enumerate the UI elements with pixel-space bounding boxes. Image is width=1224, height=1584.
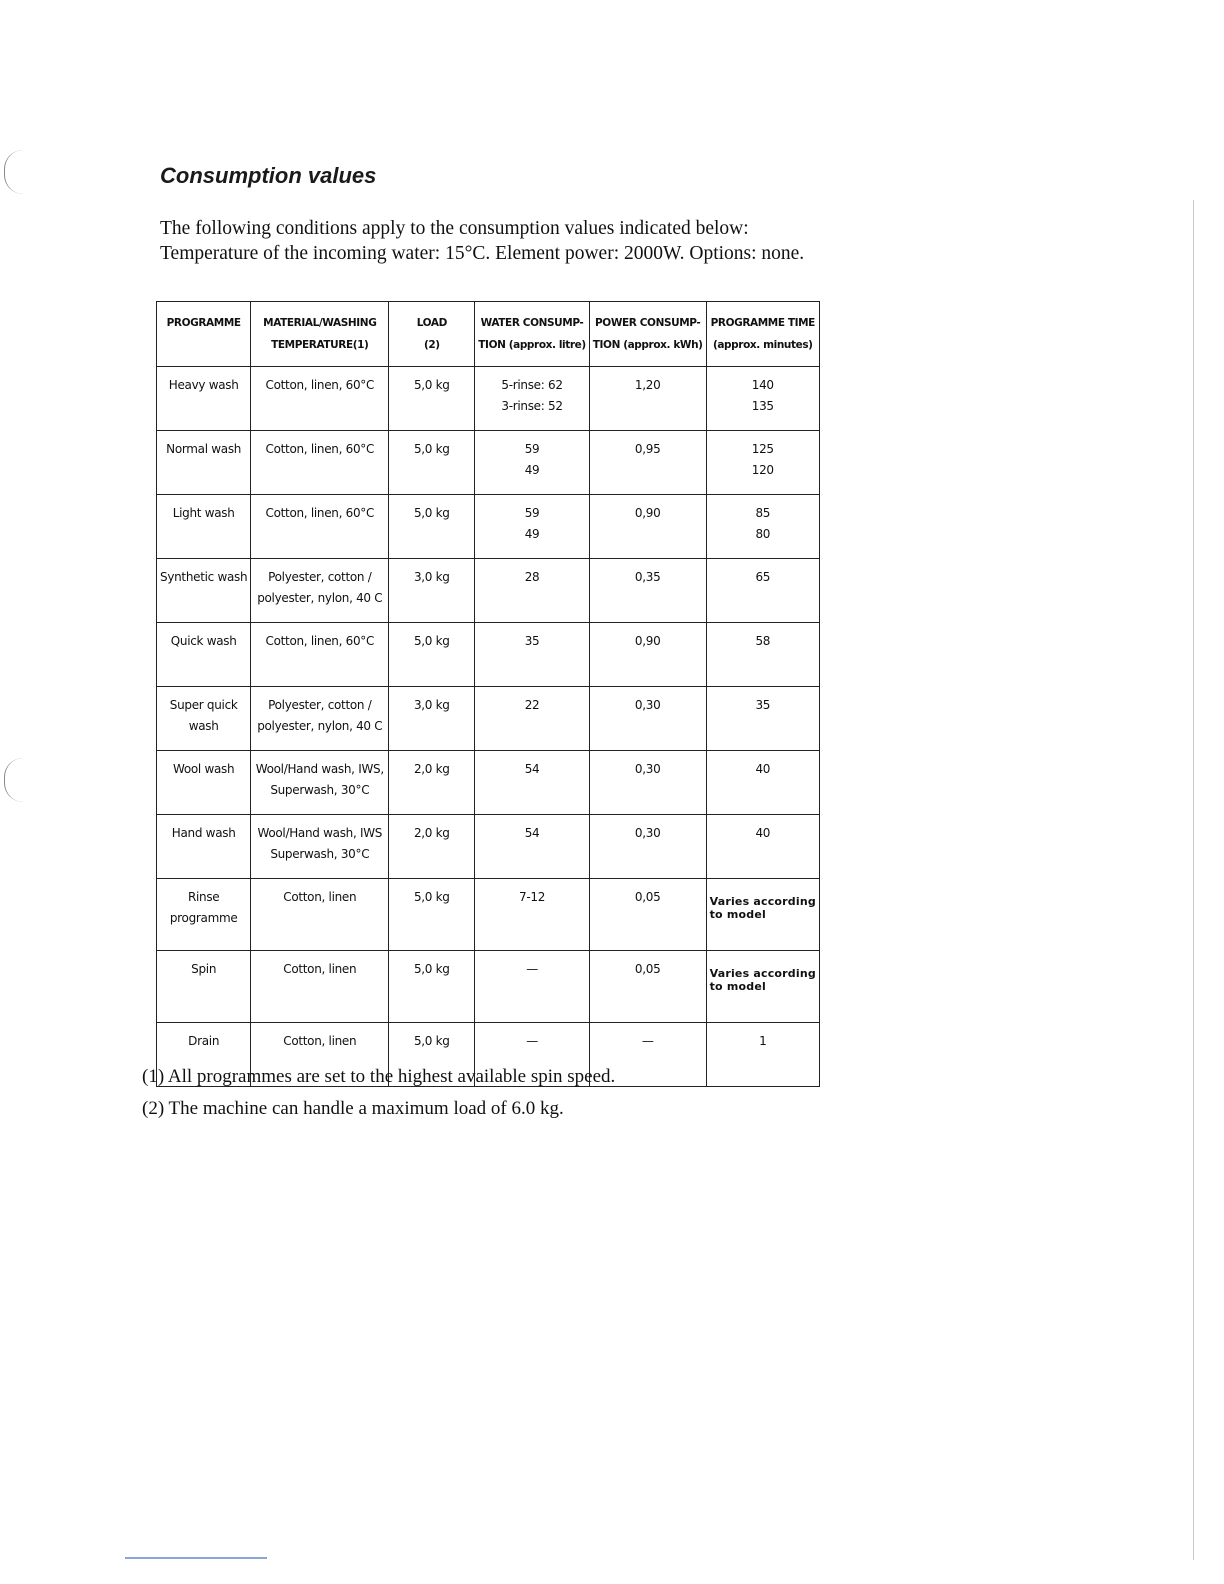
cell-text: 35 <box>524 634 540 648</box>
cell-load <box>389 495 475 559</box>
cell-text: 3,0 kg <box>413 570 450 584</box>
cell-text: 59 <box>524 442 540 456</box>
table-row <box>157 559 820 623</box>
header-text: PROGRAMME TIME <box>710 317 815 329</box>
cell-text: 54 <box>524 826 540 840</box>
cell-material-temperature <box>251 751 389 815</box>
cell-text: 5,0 kg <box>413 1034 450 1048</box>
cell-text: 5-rinse: 62 <box>501 378 563 392</box>
header-text: LOAD <box>416 317 447 329</box>
cell-text: 22 <box>524 698 540 712</box>
header-text: PROGRAMME <box>166 317 241 329</box>
cell-power-consumption <box>589 623 706 687</box>
cell-text: Drain <box>188 1034 220 1048</box>
cell-programme-time <box>706 687 819 751</box>
cell-text: 0,90 <box>634 506 661 520</box>
cell-programme-time <box>706 367 819 431</box>
cell-text: 0,05 <box>634 890 661 904</box>
header-text: TION (approx. litre) <box>478 339 586 351</box>
cell-text: 5,0 kg <box>413 442 450 456</box>
cell-text: polyester, nylon, 40 C <box>257 591 383 605</box>
cell-water-consumption <box>475 559 589 623</box>
table-row <box>157 623 820 687</box>
cell-text: 135 <box>751 399 774 413</box>
cell-water-consumption <box>475 815 589 879</box>
cell-text: Cotton, linen <box>283 890 357 904</box>
cell-text: 0,30 <box>634 826 661 840</box>
header-load <box>389 302 475 367</box>
header-text: TEMPERATURE(1) <box>271 339 369 351</box>
cell-load <box>389 815 475 879</box>
cell-text: 35 <box>755 698 771 712</box>
cell-text: to model <box>709 980 766 993</box>
cell-text: 5,0 kg <box>413 378 450 392</box>
header-power-consumption <box>589 302 706 367</box>
cell-text: 0,90 <box>634 634 661 648</box>
cell-material-temperature <box>251 951 389 1023</box>
cell-water-consumption <box>475 751 589 815</box>
cell-text: Cotton, linen, 60°C <box>265 634 375 648</box>
cell-text: 5,0 kg <box>413 634 450 648</box>
cell-text: — <box>526 1034 538 1048</box>
cell-text: Polyester, cotton / <box>268 570 372 584</box>
cell-text: 65 <box>755 570 771 584</box>
header-text: WATER CONSUMP- <box>480 317 584 329</box>
cell-programme <box>157 623 251 687</box>
cell-water-consumption <box>475 623 589 687</box>
cell-water-consumption <box>475 431 589 495</box>
cell-text: — <box>641 1034 654 1048</box>
cell-power-consumption <box>589 687 706 751</box>
cell-text: 5,0 kg <box>413 890 450 904</box>
cell-text: Varies according <box>709 967 816 980</box>
cell-programme <box>157 559 251 623</box>
cell-text: wash <box>188 719 219 733</box>
cell-text: Wool/Hand wash, IWS <box>257 826 383 840</box>
cell-text: Varies according <box>709 895 816 908</box>
header-text: MATERIAL/WASHING <box>263 317 377 329</box>
page-title: Consumption values <box>160 163 377 188</box>
cell-text: Wool wash <box>172 762 235 776</box>
cell-text: Polyester, cotton / <box>268 698 372 712</box>
cell-power-consumption <box>589 951 706 1023</box>
header-text: (2) <box>423 339 440 351</box>
cell-load <box>389 367 475 431</box>
cell-text: programme <box>169 911 238 925</box>
cell-load <box>389 751 475 815</box>
cell-material-temperature <box>251 879 389 951</box>
cell-text: Wool/Hand wash, IWS, <box>255 762 384 776</box>
cell-text: 140 <box>751 378 774 392</box>
footnote-max-load: (2) The machine can handle a maximum load of 6.0 kg. <box>142 1098 564 1119</box>
cell-material-temperature <box>251 815 389 879</box>
cell-text: 5,0 kg <box>413 506 450 520</box>
table-row <box>157 879 820 951</box>
cell-text: 0,05 <box>634 962 661 976</box>
cell-text: Cotton, linen, 60°C <box>265 442 375 456</box>
header-text: TION (approx. kWh) <box>592 339 703 351</box>
cell-load <box>389 431 475 495</box>
table-row <box>157 367 820 431</box>
cell-text: 1 <box>759 1034 767 1048</box>
cell-text: Light wash <box>172 506 235 520</box>
cell-power-consumption <box>589 751 706 815</box>
cell-text: Hand wash <box>171 826 236 840</box>
footnotes <box>142 1064 615 1128</box>
cell-text: 40 <box>755 826 771 840</box>
cell-material-temperature <box>251 367 389 431</box>
table-body <box>157 367 820 1087</box>
cell-programme <box>157 815 251 879</box>
cell-programme-time <box>706 951 819 1023</box>
cell-text: Cotton, linen, 60°C <box>265 378 375 392</box>
cell-material-temperature <box>251 623 389 687</box>
cell-text: Cotton, linen <box>283 1034 357 1048</box>
cell-load <box>389 559 475 623</box>
cell-material-temperature <box>251 431 389 495</box>
cell-power-consumption <box>589 815 706 879</box>
cell-power-consumption <box>589 559 706 623</box>
cell-power-consumption <box>589 879 706 951</box>
scan-edge-line <box>1193 200 1194 1560</box>
cell-load <box>389 879 475 951</box>
cell-text: 80 <box>755 527 771 541</box>
cell-water-consumption <box>475 879 589 951</box>
cell-programme <box>157 951 251 1023</box>
cell-text: 3-rinse: 52 <box>501 399 563 413</box>
cell-text: 1,20 <box>634 378 661 392</box>
header-row <box>157 302 820 367</box>
cell-text: 7-12 <box>519 890 546 904</box>
cell-text: Spin <box>191 962 217 976</box>
cell-text: 49 <box>524 463 540 477</box>
cell-text: 2,0 kg <box>413 826 450 840</box>
intro-line-temperature: Temperature of the incoming water: 15°C. Element power: 2000W. Options: none. <box>160 243 805 264</box>
cell-text: 5,0 kg <box>413 962 450 976</box>
cell-text: 58 <box>755 634 771 648</box>
scan-artifact-bracket-top <box>4 150 23 194</box>
cell-text: Superwash, 30°C <box>270 847 370 861</box>
table-row <box>157 751 820 815</box>
cell-text: Normal wash <box>166 442 242 456</box>
table-row <box>157 495 820 559</box>
cell-text: — <box>526 962 538 976</box>
table-row <box>157 431 820 495</box>
cell-text: Rinse <box>187 890 220 904</box>
table-row <box>157 951 820 1023</box>
cell-programme <box>157 751 251 815</box>
intro-text <box>160 216 860 266</box>
cell-load <box>389 623 475 687</box>
cell-programme <box>157 879 251 951</box>
cell-text: 0,30 <box>634 762 661 776</box>
cell-programme-time <box>706 431 819 495</box>
header-programme-time <box>706 302 819 367</box>
cell-material-temperature <box>251 559 389 623</box>
cell-text: Heavy wash <box>168 378 239 392</box>
cell-load <box>389 951 475 1023</box>
cell-text: 120 <box>751 463 774 477</box>
cell-water-consumption <box>475 367 589 431</box>
cell-programme-time <box>706 751 819 815</box>
cell-water-consumption <box>475 495 589 559</box>
cell-text: 0,30 <box>634 698 661 712</box>
cell-text: 85 <box>755 506 771 520</box>
cell-text: 3,0 kg <box>413 698 450 712</box>
cell-material-temperature <box>251 687 389 751</box>
header-text: POWER CONSUMP- <box>595 317 701 329</box>
cell-text: 54 <box>524 762 540 776</box>
cell-text: 49 <box>524 527 540 541</box>
cell-power-consumption <box>589 367 706 431</box>
cell-text: Quick wash <box>170 634 237 648</box>
cell-water-consumption <box>475 687 589 751</box>
footnote-spin-speed: (1) All programmes are set to the highest available spin speed. <box>142 1066 616 1087</box>
cell-text: 0,35 <box>634 570 661 584</box>
cell-power-consumption <box>589 495 706 559</box>
cell-text: Superwash, 30°C <box>270 783 370 797</box>
cell-programme-time <box>706 559 819 623</box>
cell-text: 28 <box>524 570 540 584</box>
scan-artifact-bracket-middle <box>4 758 23 802</box>
cell-text: 59 <box>524 506 540 520</box>
cell-material-temperature <box>251 495 389 559</box>
cell-programme <box>157 367 251 431</box>
cell-power-consumption <box>589 431 706 495</box>
consumption-table <box>156 301 820 1087</box>
cell-programme <box>157 687 251 751</box>
cell-text: Cotton, linen, 60°C <box>265 506 375 520</box>
cell-text: 0,95 <box>634 442 661 456</box>
header-water-consumption <box>475 302 589 367</box>
cell-text: 40 <box>755 762 771 776</box>
scan-artifact-blue-line <box>125 1557 267 1559</box>
cell-load <box>389 687 475 751</box>
cell-text: Cotton, linen <box>283 962 357 976</box>
cell-text: Synthetic wash <box>160 570 248 584</box>
cell-text: to model <box>709 908 766 921</box>
cell-text: 125 <box>751 442 774 456</box>
cell-programme <box>157 431 251 495</box>
cell-text: Super quick <box>169 698 238 712</box>
cell-water-consumption <box>475 951 589 1023</box>
cell-programme-time <box>706 815 819 879</box>
intro-line-conditions: The following conditions apply to the consumption values indicated below: <box>160 218 749 239</box>
cell-programme-time <box>706 623 819 687</box>
table-row <box>157 815 820 879</box>
header-material-temperature <box>251 302 389 367</box>
cell-programme-time <box>706 1023 819 1087</box>
table-row <box>157 687 820 751</box>
table-header <box>157 302 820 367</box>
header-text: (approx. minutes) <box>712 339 813 351</box>
cell-text: polyester, nylon, 40 C <box>257 719 383 733</box>
cell-text: 2,0 kg <box>413 762 450 776</box>
cell-programme-time <box>706 879 819 951</box>
cell-programme <box>157 495 251 559</box>
cell-programme-time <box>706 495 819 559</box>
header-programme <box>157 302 251 367</box>
